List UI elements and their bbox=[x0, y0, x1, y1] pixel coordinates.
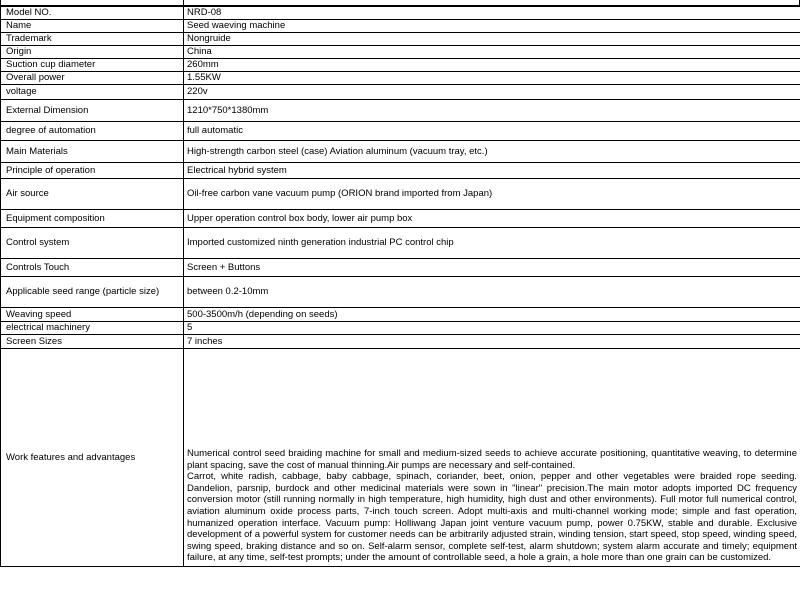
table-top-edge bbox=[0, 0, 800, 6]
table-row bbox=[1, 141, 800, 163]
table-row bbox=[1, 259, 800, 277]
row-label: Controls Touch bbox=[1, 259, 184, 277]
row-value: Nongruide bbox=[184, 33, 800, 46]
row-label: Trademark bbox=[1, 33, 184, 46]
row-label: Suction cup diameter bbox=[1, 59, 184, 72]
row-value: 220v bbox=[184, 85, 800, 100]
row-label: Screen Sizes bbox=[1, 335, 184, 349]
row-label: Weaving speed bbox=[1, 308, 184, 322]
table-row bbox=[1, 322, 800, 335]
row-label: Control system bbox=[1, 228, 184, 259]
row-value: 5 bbox=[184, 322, 800, 335]
row-label: Name bbox=[1, 20, 184, 33]
features-paragraph-2: Carrot, white radish, cabbage, baby cabbage, spinach, coriander, beet, onion, pepper and other vegetables were braided rope seeding. Dandelion, parsnip, burdock and other medicinal materials were sown in "linear" precision.The main motor adopts imported DC frequency conversion motor (still running normally in high temperature, high humidity, high dust and other environments). Full motor full numerical control, aviation aluminum oxide process parts, 7-inch touch screen. Adopt multi-axis and multi-channel working mode; simple and fast operation, humanized operation interface. Vacuum pump: Holliwang Japan joint venture vacuum pump, power 0.75KW, stable and durable. Exclusive development of a powerful system for customer needs can be arbitrarily adjusted strain, winding tension, start speed, stop speed, winding speed, swing speed, braking distance and so on. Self-alarm sensor, complete self-test, alarm shutdown; system alarm accurate and timely; equipment failure, at any time, self-test prompts; under the amount of controllable seed, a hole a grain, a hole more than one grain can be customized. bbox=[187, 471, 797, 564]
row-value: 7 inches bbox=[184, 335, 800, 349]
row-label: Overall power bbox=[1, 72, 184, 85]
row-label: degree of automation bbox=[1, 122, 184, 141]
row-value: full automatic bbox=[184, 122, 800, 141]
table-row bbox=[1, 46, 800, 59]
row-value: 500-3500m/h (depending on seeds) bbox=[184, 308, 800, 322]
spec-table bbox=[0, 6, 800, 567]
row-value: Seed waeving machine bbox=[184, 20, 800, 33]
features-label: Work features and advantages bbox=[1, 349, 184, 567]
table-row bbox=[1, 33, 800, 46]
row-value: Oil-free carbon vane vacuum pump (ORION brand imported from Japan) bbox=[184, 179, 800, 210]
table-row bbox=[1, 100, 800, 122]
row-value: 1.55KW bbox=[184, 72, 800, 85]
table-row bbox=[1, 335, 800, 349]
row-value: Screen + Buttons bbox=[184, 259, 800, 277]
row-value: between 0.2-10mm bbox=[184, 277, 800, 308]
row-value: China bbox=[184, 46, 800, 59]
table-row bbox=[1, 210, 800, 228]
table-row bbox=[1, 308, 800, 322]
table-row bbox=[1, 72, 800, 85]
row-label: External Dimension bbox=[1, 100, 184, 122]
table-row bbox=[1, 122, 800, 141]
row-label: Equipment composition bbox=[1, 210, 184, 228]
row-value: Imported customized ninth generation industrial PC control chip bbox=[184, 228, 800, 259]
row-label: Origin bbox=[1, 46, 184, 59]
table-row bbox=[1, 59, 800, 72]
features-text bbox=[184, 349, 800, 567]
table-row-features bbox=[1, 349, 800, 567]
row-label: Air source bbox=[1, 179, 184, 210]
table-row bbox=[1, 85, 800, 100]
table-row bbox=[1, 277, 800, 308]
row-label: electrical machinery bbox=[1, 322, 184, 335]
row-value: NRD-08 bbox=[184, 7, 800, 20]
row-value: 1210*750*1380mm bbox=[184, 100, 800, 122]
table-row bbox=[1, 7, 800, 20]
row-label: voltage bbox=[1, 85, 184, 100]
row-value: 260mm bbox=[184, 59, 800, 72]
row-value: Electrical hybrid system bbox=[184, 163, 800, 179]
row-value: Upper operation control box body, lower air pump box bbox=[184, 210, 800, 228]
table-row bbox=[1, 179, 800, 210]
row-label: Applicable seed range (particle size) bbox=[1, 277, 184, 308]
table-row bbox=[1, 228, 800, 259]
table-row bbox=[1, 163, 800, 179]
row-value: High-strength carbon steel (case) Aviation aluminum (vacuum tray, etc.) bbox=[184, 141, 800, 163]
row-label: Main Materials bbox=[1, 141, 184, 163]
features-paragraph-1: Numerical control seed braiding machine for small and medium-sized seeds to achieve accurate positioning, quantitative weaving, to determine plant spacing, save the cost of manual thinning.Air pumps are necessary and self-contained. bbox=[187, 448, 797, 471]
row-label: Model NO. bbox=[1, 7, 184, 20]
row-label: Principle of operation bbox=[1, 163, 184, 179]
table-row bbox=[1, 20, 800, 33]
